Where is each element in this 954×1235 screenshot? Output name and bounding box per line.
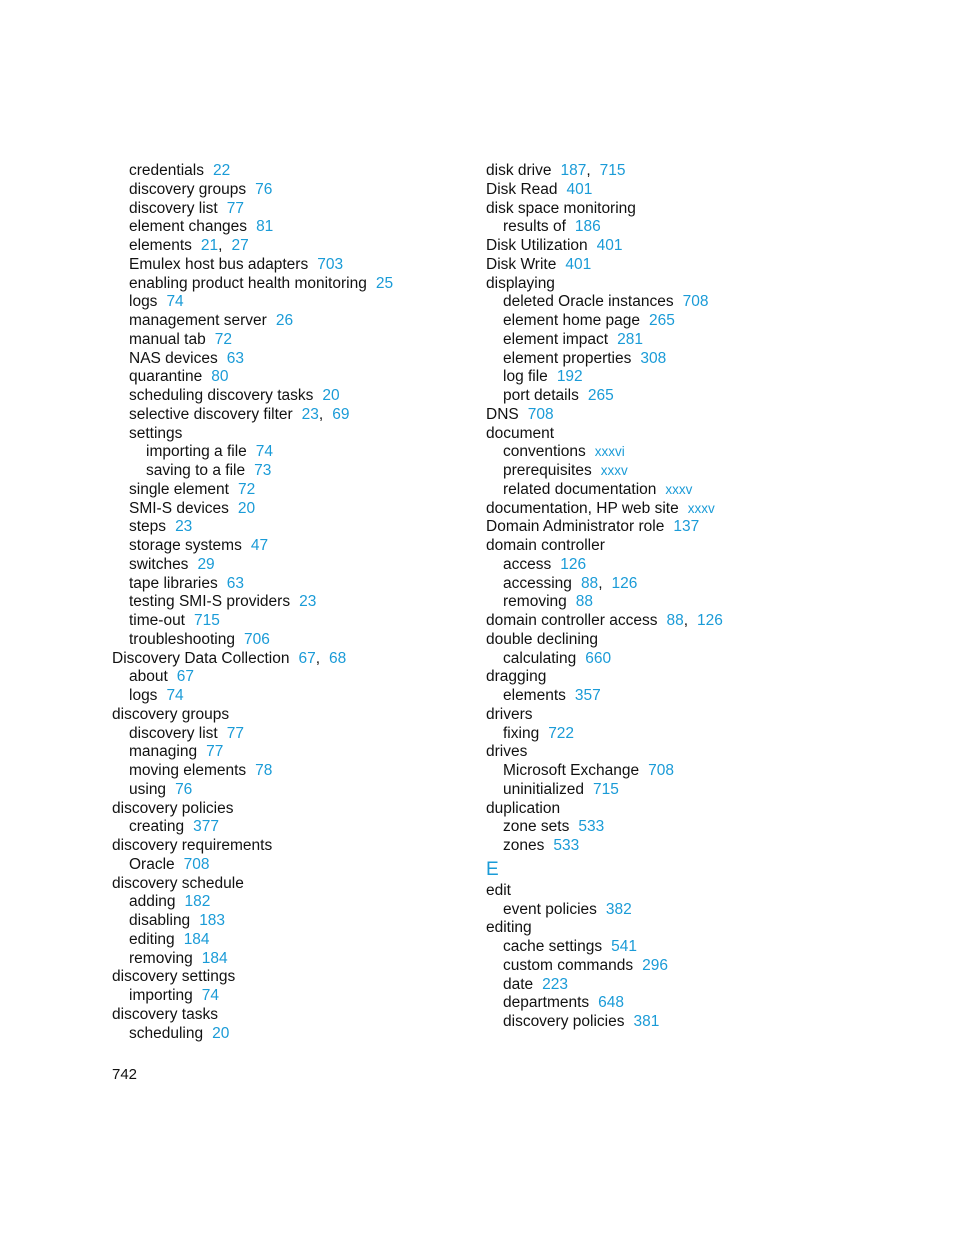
page-link[interactable]: 74 xyxy=(166,293,184,311)
page-link[interactable]: 74 xyxy=(255,443,274,461)
index-term: creating xyxy=(129,818,185,836)
index-term: documentation, HP web site xyxy=(486,499,679,517)
index-term: element impact xyxy=(503,330,609,348)
index-term: quarantine xyxy=(129,368,203,386)
index-term: manual tab xyxy=(129,330,206,348)
index-entry xyxy=(486,237,926,256)
page-link[interactable]: 68 xyxy=(329,649,347,667)
index-term: dragging xyxy=(486,668,547,686)
index-entry xyxy=(112,912,462,931)
page-link[interactable]: xxxvi xyxy=(594,444,625,460)
page-link[interactable]: 296 xyxy=(642,956,668,974)
index-term: elements xyxy=(129,237,192,254)
index-term: Oracle xyxy=(129,855,175,873)
index-entry xyxy=(112,293,462,312)
page-link[interactable]: 357 xyxy=(574,687,601,704)
page-link[interactable]: 73 xyxy=(254,462,272,479)
index-term: storage systems xyxy=(129,537,242,554)
index-term: using xyxy=(129,780,167,798)
page-link[interactable]: 715 xyxy=(194,612,220,629)
index-term: drivers xyxy=(486,705,533,723)
index-entry xyxy=(486,938,926,957)
index-term: tape libraries xyxy=(129,574,218,592)
index-term: discovery policies xyxy=(112,799,234,817)
page-link[interactable]: 77 xyxy=(206,743,224,761)
index-entry xyxy=(486,631,926,650)
index-entry xyxy=(486,387,926,406)
index-term: calculating xyxy=(503,649,577,667)
page-link[interactable]: 401 xyxy=(565,255,592,273)
index-term: cache settings xyxy=(503,938,603,955)
page-link[interactable]: 23 xyxy=(301,405,319,423)
index-entry xyxy=(486,368,926,387)
index-entry xyxy=(486,443,926,462)
index-entry xyxy=(486,882,926,901)
index-entry xyxy=(112,275,462,294)
index-term: Microsoft Exchange xyxy=(503,762,640,779)
page-link[interactable]: 708 xyxy=(527,405,554,423)
index-term: uninitialized xyxy=(503,780,584,798)
page-separator: , xyxy=(586,162,591,179)
index-term: logs xyxy=(129,687,158,704)
index-term: discovery groups xyxy=(112,705,230,723)
index-term: access xyxy=(503,555,552,573)
page-link[interactable]: 27 xyxy=(231,237,249,254)
index-entry xyxy=(486,537,926,556)
index-entry xyxy=(486,481,926,500)
index-term: event policies xyxy=(503,900,597,918)
index-entry xyxy=(486,957,926,976)
index-entry xyxy=(486,406,926,425)
page-link[interactable]: 78 xyxy=(255,762,273,779)
index-term: management server xyxy=(129,312,267,329)
index-entry xyxy=(486,350,926,369)
index-term: single element xyxy=(129,480,229,498)
index-entry xyxy=(112,200,462,219)
index-term: adding xyxy=(129,893,176,911)
index-term: zones xyxy=(503,837,545,854)
index-entry xyxy=(112,893,462,912)
index-entry xyxy=(112,650,462,669)
index-entry xyxy=(486,293,926,312)
index-entry xyxy=(486,218,926,237)
index-entry xyxy=(486,743,926,762)
page-link[interactable]: xxxv xyxy=(665,481,693,497)
page-link[interactable]: 541 xyxy=(611,938,637,955)
index-column-left xyxy=(112,162,462,1043)
index-term: testing SMI-S providers xyxy=(129,593,291,611)
index-entry xyxy=(486,762,926,781)
index-entry xyxy=(112,800,462,819)
index-entry xyxy=(486,919,926,938)
index-entry xyxy=(486,612,926,631)
index-entry xyxy=(486,706,926,725)
index-term: credentials xyxy=(129,162,204,179)
index-entry xyxy=(486,668,926,687)
page-link[interactable]: 703 xyxy=(317,255,344,273)
page-link[interactable]: 722 xyxy=(548,724,575,742)
index-term: document xyxy=(486,424,555,442)
index-term: disabling xyxy=(129,912,191,929)
index-term: disk drive xyxy=(486,162,552,179)
page-link[interactable]: 715 xyxy=(593,780,619,798)
index-term: Emulex host bus adapters xyxy=(129,255,309,273)
index-entry xyxy=(112,556,462,575)
page-link[interactable]: 20 xyxy=(237,499,256,517)
index-entry xyxy=(486,800,926,819)
index-term: log file xyxy=(503,368,548,386)
index-term: SMI-S devices xyxy=(129,499,229,517)
page-link[interactable]: 25 xyxy=(375,274,394,292)
page-link[interactable]: 29 xyxy=(197,555,215,573)
page-link[interactable]: 126 xyxy=(697,612,723,629)
index-term: NAS devices xyxy=(129,349,218,367)
page-link[interactable]: 88 xyxy=(666,612,684,629)
index-term: switches xyxy=(129,555,189,573)
index-entry xyxy=(112,218,462,237)
page-link[interactable]: 186 xyxy=(574,218,601,236)
index-entry xyxy=(112,387,462,406)
index-term: custom commands xyxy=(503,956,634,974)
index-term: importing a file xyxy=(146,443,247,461)
index-term: domain controller xyxy=(486,537,605,554)
page-link[interactable]: 183 xyxy=(199,912,226,929)
index-term: scheduling discovery tasks xyxy=(129,387,314,404)
index-column-right xyxy=(486,162,926,1032)
index-term: port details xyxy=(503,387,579,404)
index-entry xyxy=(486,331,926,350)
page-link[interactable]: 77 xyxy=(226,724,244,742)
page-separator: , xyxy=(315,649,321,667)
index-term: DNS xyxy=(486,405,519,423)
index-term: importing xyxy=(129,987,193,1004)
page-link[interactable]: 67 xyxy=(176,668,195,686)
index-term: fixing xyxy=(503,724,540,742)
page-link[interactable]: 533 xyxy=(578,818,605,836)
page-link[interactable]: 76 xyxy=(175,780,193,798)
index-entry xyxy=(112,181,462,200)
page-link[interactable]: 88 xyxy=(580,574,599,592)
index-term: scheduling xyxy=(129,1024,204,1042)
page-link[interactable]: 126 xyxy=(611,574,638,592)
page-separator: , xyxy=(318,405,324,423)
page-link[interactable]: 137 xyxy=(673,518,700,536)
index-term: element home page xyxy=(503,312,641,329)
index-term: about xyxy=(129,668,168,686)
index-term: troubleshooting xyxy=(129,630,235,648)
page-separator: , xyxy=(683,612,689,629)
index-entry xyxy=(486,901,926,920)
index-entry xyxy=(112,762,462,781)
index-entry xyxy=(486,312,926,331)
index-entry xyxy=(112,368,462,387)
index-term: discovery groups xyxy=(129,180,247,198)
page-link[interactable]: 88 xyxy=(575,593,593,611)
index-term: element changes xyxy=(129,218,248,236)
index-term: selective discovery filter xyxy=(129,405,293,423)
index-term: deleted Oracle instances xyxy=(503,293,674,311)
index-entry xyxy=(486,687,926,706)
index-entry xyxy=(486,994,926,1013)
index-term: discovery requirements xyxy=(112,837,273,854)
index-term: drives xyxy=(486,743,528,761)
index-entry xyxy=(486,1013,926,1032)
index-term: discovery schedule xyxy=(112,874,244,892)
index-entry xyxy=(112,631,462,650)
page-link[interactable]: 533 xyxy=(553,837,580,854)
index-entry xyxy=(112,537,462,556)
page-link[interactable]: xxxv xyxy=(600,463,628,478)
index-entry xyxy=(112,668,462,687)
index-entry xyxy=(112,593,462,612)
index-entry xyxy=(486,650,926,669)
page-separator: , xyxy=(598,574,603,592)
page-separator: , xyxy=(218,237,223,254)
index-term: duplication xyxy=(486,799,561,817)
page-link[interactable]: 72 xyxy=(214,330,232,348)
index-entry xyxy=(112,350,462,369)
index-term: conventions xyxy=(503,443,586,461)
index-term: Domain Administrator role xyxy=(486,518,665,536)
index-entry xyxy=(486,725,926,744)
index-entry xyxy=(486,425,926,444)
page-link[interactable]: 715 xyxy=(599,162,626,179)
index-entry xyxy=(486,575,926,594)
index-term: steps xyxy=(129,518,167,536)
index-entry xyxy=(112,1006,462,1025)
index-term: related documentation xyxy=(503,480,657,498)
page-number: 742 xyxy=(112,1066,138,1083)
index-entry xyxy=(112,818,462,837)
index-entry xyxy=(486,837,926,856)
page-link[interactable]: 80 xyxy=(211,368,229,386)
index-entry xyxy=(112,875,462,894)
index-entry xyxy=(486,976,926,995)
page-link[interactable]: 708 xyxy=(682,293,709,311)
index-entry xyxy=(112,837,462,856)
page-link[interactable]: 67 xyxy=(298,649,316,667)
page-link[interactable]: 381 xyxy=(633,1013,660,1030)
page-link[interactable]: 76 xyxy=(255,180,273,198)
index-entry xyxy=(112,481,462,500)
index-entry xyxy=(486,462,926,481)
index-entry xyxy=(112,612,462,631)
page-link[interactable]: 74 xyxy=(166,687,184,704)
page-link[interactable]: 20 xyxy=(322,387,340,404)
page-link[interactable]: 77 xyxy=(226,199,244,217)
page-link[interactable]: 401 xyxy=(566,180,593,198)
page-link[interactable]: 182 xyxy=(184,893,211,911)
index-entry xyxy=(112,518,462,537)
index-term: domain controller access xyxy=(486,612,658,629)
index-entry xyxy=(112,725,462,744)
page-link[interactable]: 192 xyxy=(556,368,583,386)
page-link[interactable]: 265 xyxy=(649,312,675,329)
index-entry xyxy=(112,856,462,875)
index-term: accessing xyxy=(503,574,572,592)
page-link[interactable]: 184 xyxy=(183,930,210,948)
index-entry xyxy=(112,162,462,181)
page-link[interactable]: 184 xyxy=(201,949,228,967)
index-entry xyxy=(112,575,462,594)
page-link[interactable]: 69 xyxy=(332,405,350,423)
page-link[interactable]: 708 xyxy=(183,855,210,873)
index-entry xyxy=(112,462,462,481)
index-entry xyxy=(112,950,462,969)
index-term: elements xyxy=(503,687,566,704)
page-link[interactable]: 308 xyxy=(640,349,667,367)
index-entry xyxy=(112,931,462,950)
index-term: removing xyxy=(503,593,567,611)
page-link[interactable]: 20 xyxy=(212,1024,230,1042)
index-entry xyxy=(112,987,462,1006)
index-term: departments xyxy=(503,994,590,1012)
index-entry xyxy=(112,256,462,275)
page-link[interactable]: 22 xyxy=(212,162,231,179)
index-term: editing xyxy=(486,919,532,937)
index-entry xyxy=(112,312,462,331)
index-term: Disk Write xyxy=(486,255,557,273)
index-term: discovery tasks xyxy=(112,1005,218,1023)
index-term: logs xyxy=(129,293,158,311)
page-link[interactable]: 63 xyxy=(226,574,244,592)
page-link[interactable]: 81 xyxy=(256,218,274,236)
index-term: Disk Utilization xyxy=(486,237,588,254)
index-term: date xyxy=(503,975,534,993)
index-term: settings xyxy=(129,424,183,442)
index-entry xyxy=(486,275,926,294)
page-link[interactable]: 23 xyxy=(175,518,193,536)
index-term: moving elements xyxy=(129,762,247,779)
page-link[interactable]: 47 xyxy=(250,537,269,554)
index-term: Discovery Data Collection xyxy=(112,649,290,667)
page-link[interactable]: 706 xyxy=(244,630,270,648)
index-term: saving to a file xyxy=(146,462,246,479)
index-term: displaying xyxy=(486,274,555,292)
page-link[interactable]: 187 xyxy=(560,162,587,179)
index-entry xyxy=(486,181,926,200)
index-term: removing xyxy=(129,949,193,967)
page-link[interactable]: 401 xyxy=(596,237,623,254)
index-entry xyxy=(486,256,926,275)
page-link[interactable]: 21 xyxy=(200,237,219,254)
index-term: Disk Read xyxy=(486,180,558,198)
index-term: element properties xyxy=(503,349,632,367)
index-term: editing xyxy=(129,930,175,948)
index-term: time-out xyxy=(129,612,185,629)
page-link[interactable]: 26 xyxy=(275,312,294,329)
index-entry xyxy=(112,443,462,462)
page-link[interactable]: 382 xyxy=(605,900,632,918)
index-entry xyxy=(112,406,462,425)
index-term: discovery policies xyxy=(503,1013,625,1030)
index-term: discovery list xyxy=(129,724,218,742)
index-entry xyxy=(486,593,926,612)
index-term: prerequisites xyxy=(503,462,592,479)
page-link[interactable]: 648 xyxy=(598,994,625,1012)
page-link[interactable]: 72 xyxy=(237,480,256,498)
page-link[interactable]: 265 xyxy=(587,387,614,404)
index-entry xyxy=(486,781,926,800)
index-entry xyxy=(112,968,462,987)
index-entry xyxy=(486,162,926,181)
index-entry xyxy=(486,200,926,219)
page-link[interactable]: 74 xyxy=(201,987,219,1004)
index-term: discovery list xyxy=(129,199,218,217)
page-link[interactable]: 660 xyxy=(585,649,612,667)
index-entry xyxy=(112,781,462,800)
index-entry xyxy=(486,518,926,537)
index-term: enabling product health monitoring xyxy=(129,274,367,292)
page-link[interactable]: 23 xyxy=(299,593,317,611)
index-letter-heading: E xyxy=(486,858,499,880)
index-term: zone sets xyxy=(503,818,570,836)
page-link[interactable]: 63 xyxy=(226,349,244,367)
page-link[interactable]: 708 xyxy=(648,762,674,779)
index-entry xyxy=(112,706,462,725)
page-link[interactable]: 281 xyxy=(617,330,643,348)
index-term: double declining xyxy=(486,630,599,648)
page-link[interactable]: 223 xyxy=(542,975,569,993)
page-link[interactable]: 377 xyxy=(193,818,220,836)
page-link[interactable]: xxxv xyxy=(687,500,715,516)
index-term: edit xyxy=(486,881,511,899)
page-link[interactable]: 126 xyxy=(560,555,587,573)
index-term: discovery settings xyxy=(112,968,236,986)
index-entry xyxy=(112,331,462,350)
index-entry xyxy=(112,237,462,256)
index-term: managing xyxy=(129,743,198,761)
index-entry xyxy=(486,556,926,575)
index-entry xyxy=(112,1025,462,1044)
index-term: disk space monitoring xyxy=(486,199,636,217)
index-entry xyxy=(112,425,462,444)
index-term: results of xyxy=(503,218,566,236)
index-entry xyxy=(486,500,926,519)
index-entry xyxy=(486,818,926,837)
index-entry xyxy=(112,687,462,706)
index-entry xyxy=(112,743,462,762)
index-entry xyxy=(112,500,462,519)
